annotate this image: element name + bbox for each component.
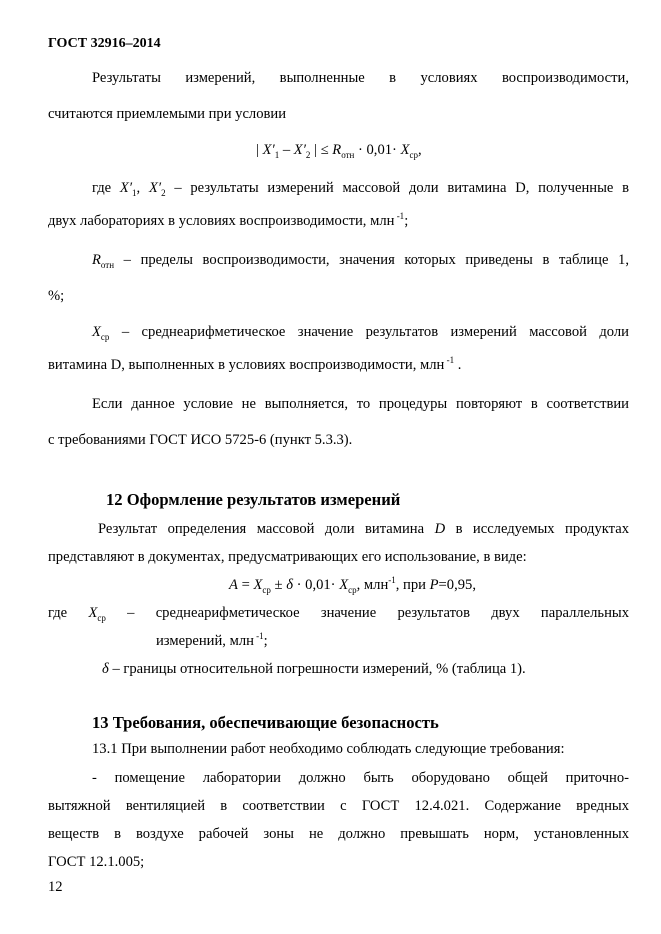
paragraph-line: веществ в воздухе рабочей зоны не должно превышать норм, установленных xyxy=(48,826,629,842)
definition-line: витамина D, выполненных в условиях воспроизводимости, млн $^{-1}$ . xyxy=(48,355,462,373)
reproducibility-formula: | $X'_1 - X'_2$ | ≤ $R_{отн} \cdot 0,01\cdot X_{ср}$, xyxy=(256,142,422,160)
paragraph-line: представляют в документах, предусматривающих его использование, в виде: xyxy=(48,549,527,565)
definition-line: где $X'_1$, $X'_2$ – результаты измерений массовой доли витамина D, полученные в xyxy=(92,180,630,198)
paragraph-line: вытяжной вентиляцией в соответствии с ГОСТ 12.4.021. Содержание вредных xyxy=(48,798,629,814)
page-number: 12 xyxy=(48,879,63,895)
document-header: ГОСТ 32916–2014 xyxy=(48,36,161,51)
paragraph-line: 13.1 При выполнении работ необходимо соблюдать следующие требования: xyxy=(92,741,565,757)
definition-line: измерений, млн $^{-1}$; xyxy=(156,631,268,649)
definition-line: двух лабораториях в условиях воспроизводимости, млн $^{-1}$; xyxy=(48,211,409,229)
definition-line: где $X_{ср}$ – среднеарифметическое значение результатов двух параллельных xyxy=(48,605,629,623)
paragraph-line: с требованиями ГОСТ ИСО 5725-6 (пункт 5.3.3). xyxy=(48,432,353,448)
paragraph-line: Результаты измерений, выполненные в условиях воспроизводимости, xyxy=(92,70,629,86)
definition-line: $R_{отн}$ – пределы воспроизводимости, значения которых приведены в таблице 1, xyxy=(92,252,629,270)
result-formula: $A = X_{ср} \pm \delta \cdot 0,01\cdot X_{ср}$, млн$^{-1}$, при P=0,95, xyxy=(229,575,476,595)
definition-line: δ – границы относительной погрешности измерений, % (таблица 1). xyxy=(102,661,526,677)
section-heading: 13 Требования, обеспечивающие безопасность xyxy=(92,713,439,732)
paragraph-line: Результат определения массовой доли витамина D в исследуемых продуктах xyxy=(98,521,629,537)
paragraph-line: - помещение лаборатории должно быть оборудовано общей приточно- xyxy=(92,770,629,786)
paragraph-line: Если данное условие не выполняется, то процедуры повторяют в соответствии xyxy=(92,396,629,412)
paragraph-line: ГОСТ 12.1.005; xyxy=(48,854,145,870)
definition-line: %; xyxy=(48,288,65,304)
section-heading: 12 Оформление результатов измерений xyxy=(106,490,401,509)
definition-line: $X_{ср}$ – среднеарифметическое значение результатов измерений массовой доли xyxy=(92,324,629,342)
paragraph-line: считаются приемлемыми при условии xyxy=(48,106,287,122)
